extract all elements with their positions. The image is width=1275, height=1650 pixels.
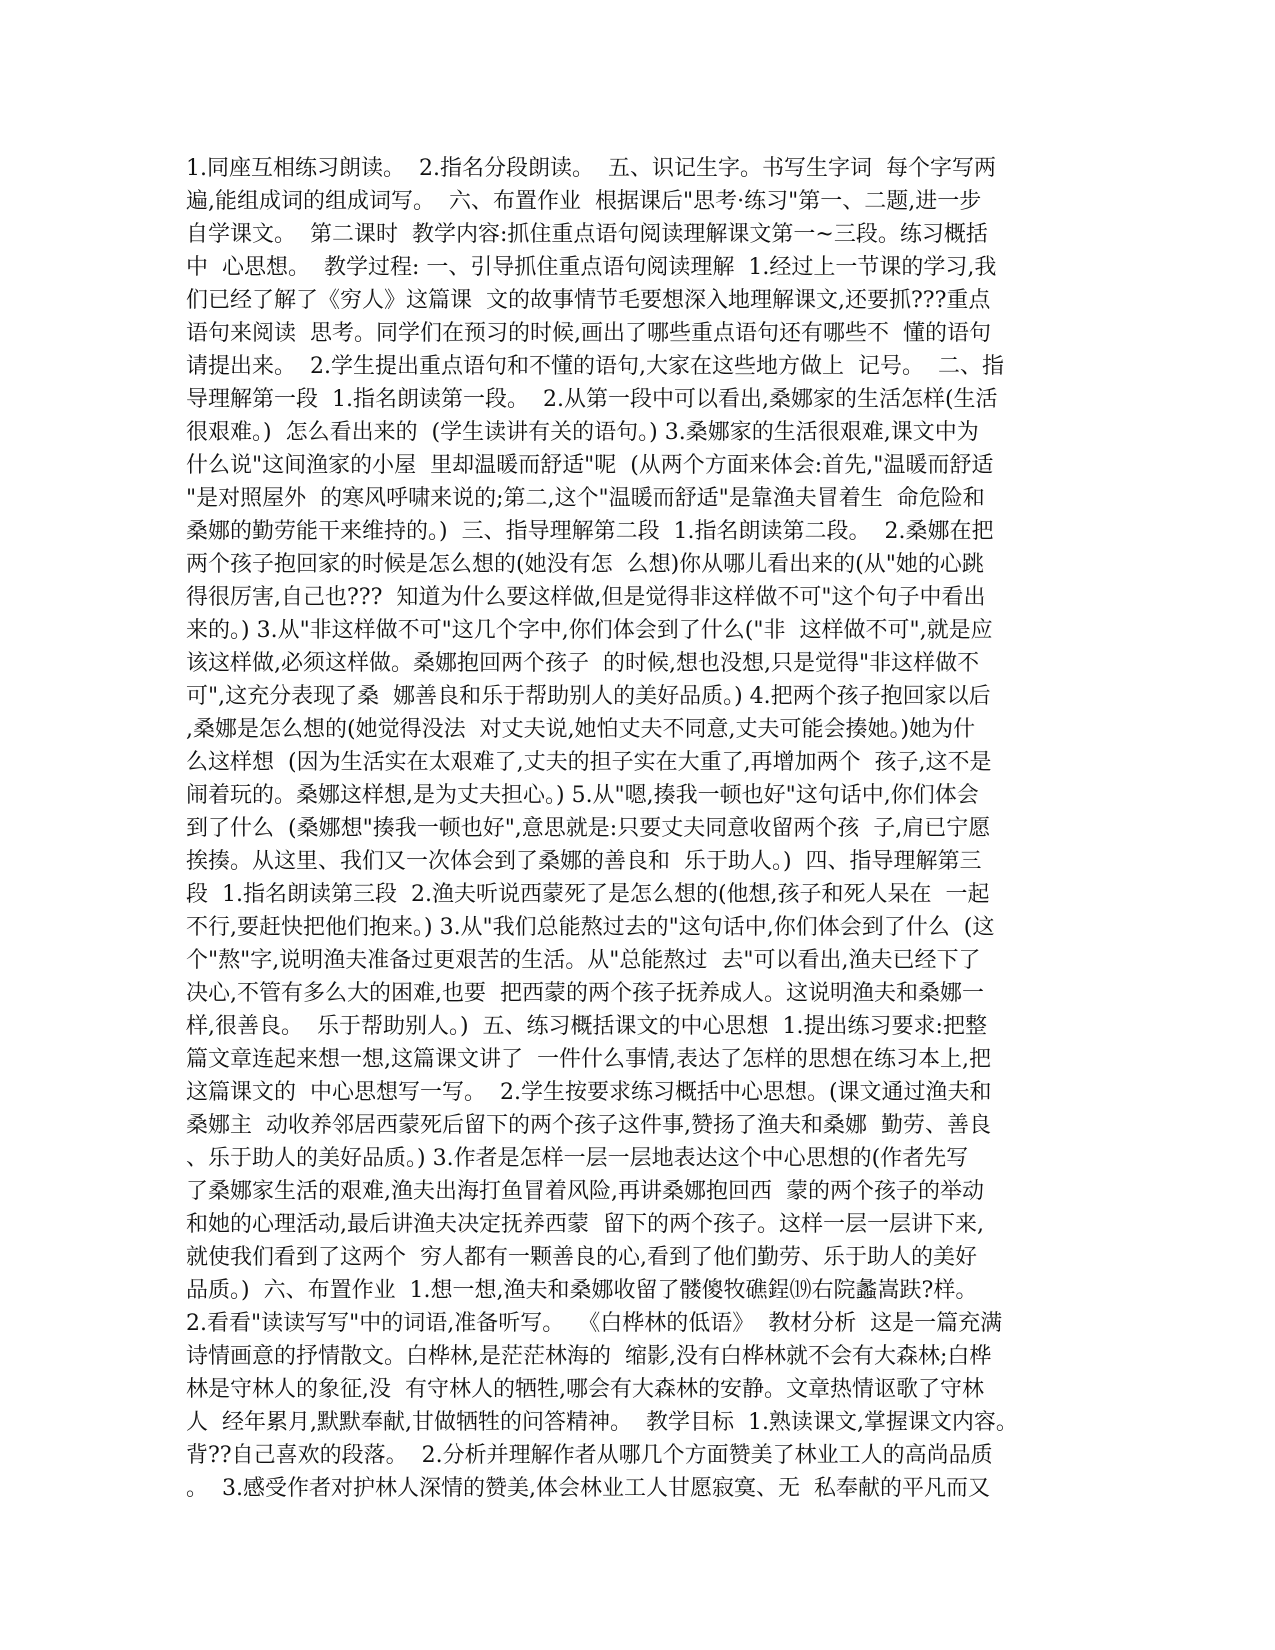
text-line: 林是守林人的象征,没 有守林人的牺牲,哪会有大森林的安静。文章热情讴歌了守林 <box>186 1377 984 1402</box>
text-line: 桑娜的勤劳能干来维持的。) 三、指导理解第二段 1.指名朗读第二段。 2.桑娜在把 <box>186 519 994 544</box>
text-line: 中 心思想。 教学过程: 一、引导抓住重点语句阅读理解 1.经过上一节课的学习,我 <box>186 255 997 280</box>
text-line: 导理解第一段 1.指名朗读第一段。 2.从第一段中可以看出,桑娜家的生活怎样(生活 <box>186 387 998 412</box>
text-line: 决心,不管有多么大的困难,也要 把西蒙的两个孩子抚养成人。这说明渔夫和桑娜一 <box>186 981 984 1006</box>
text-line: 可",这充分表现了桑 娜善良和乐于帮助别人的美好品质。) 4.把两个孩子抱回家以后 <box>186 684 991 709</box>
text-line: 请提出来。 2.学生提出重点语句和不懂的语句,大家在这些地方做上 记号。 二、指 <box>186 354 1004 379</box>
text-line: ,桑娜是怎么想的(她觉得没法 对丈夫说,她怕丈夫不同意,丈夫可能会揍她。)她为什 <box>186 717 976 742</box>
text-line: 2.看看"读读写写"中的词语,准备听写。 《白桦林的低语》 教材分析 这是一篇充满 <box>186 1311 1003 1336</box>
text-line: 到了什么 (桑娜想"揍我一顿也好",意思就是:只要丈夫同意收留两个孩 子,肩已宁愿 <box>186 816 991 841</box>
text-line: 很艰难。) 怎么看出来的 (学生读讲有关的语句。) 3.桑娜家的生活很艰难,课文中为 <box>186 420 979 445</box>
text-line: 该这样做,必须这样做。桑娜抱回两个孩子 的时候,想也没想,只是觉得"非这样做不 <box>186 651 980 676</box>
text-line: 就使我们看到了这两个 穷人都有一颗善良的心,看到了他们勤劳、乐于助人的美好 <box>186 1245 977 1270</box>
text-line: 么这样想 (因为生活实在太艰难了,丈夫的担子实在大重了,再增加两个 孩子,这不是 <box>186 750 992 775</box>
text-line: 来的。) 3.从"非这样做不可"这几个字中,你们体会到了什么("非 这样做不可",就是应 <box>186 618 993 643</box>
text-line: 这篇课文的 中心思想写一写。 2.学生按要求练习概括中心思想。(课文通过渔夫和 <box>186 1080 992 1105</box>
text-line: 、乐于助人的美好品质。) 3.作者是怎样一层一层地表达这个中心思想的(作者先写 <box>186 1146 969 1171</box>
text-line: 品质。) 六、布置作业 1.想一想,渔夫和桑娜收留了髅傻牧礁鋥⒆右院蠡嵩趺?样。 <box>186 1278 978 1303</box>
text-line: 两个孩子抱回家的时候是怎么想的(她没有怎 么想)你从哪儿看出来的(从"她的心跳 <box>186 552 984 577</box>
text-line: 。 3.感受作者对护林人深情的赞美,体会林业工人甘愿寂寞、无 私奉献的平凡而又 <box>186 1476 990 1501</box>
text-line: 不行,要赶快把他们抱来。) 3.从"我们总能熬过去的"这句话中,你们体会到了什么 (这 <box>186 915 995 940</box>
text-line: 篇文章连起来想一想,这篇课文讲了 一件什么事情,表达了怎样的思想在练习本上,把 <box>186 1047 991 1072</box>
text-line: 闹着玩的。桑娜这样想,是为丈夫担心。) 5.从"嗯,揍我一顿也好"这句话中,你们体会 <box>186 783 979 808</box>
text-line: 人 经年累月,默默奉献,甘做牺牲的问答精神。 教学目标 1.熟读课文,掌握课文内容。 <box>186 1410 1018 1435</box>
text-line: 桑娜主 动收养邻居西蒙死后留下的两个孩子这件事,赞扬了渔夫和桑娜 勤劳、善良 <box>186 1113 991 1138</box>
text-line: "是对照屋外 的寒风呼啸来说的;第二,这个"温暖而舒适"是靠渔夫冒着生 命危险和 <box>186 486 985 511</box>
text-line: 背??自己喜欢的段落。 2.分析并理解作者从哪几个方面赞美了林业工人的高尚品质 <box>186 1443 993 1468</box>
text-line: 语句来阅读 思考。同学们在预习的时候,画出了哪些重点语句还有哪些不 懂的语句 <box>186 321 991 346</box>
text-line: 段 1.指名朗读第三段 2.渔夫听说西蒙死了是怎么想的(他想,孩子和死人呆在 一起 <box>186 882 990 907</box>
text-line: 得很厉害,自己也??? 知道为什么要这样做,但是觉得非这样做不可"这个句子中看出 <box>186 585 986 610</box>
text-line: 自学课文。 第二课时 教学内容:抓住重点语句阅读理解课文第一~三段。练习概括 <box>186 222 988 247</box>
text-line: 和她的心理活动,最后讲渔夫决定抚养西蒙 留下的两个孩子。这样一层一层讲下来, <box>186 1212 984 1237</box>
text-line: 个"熬"字,说明渔夫准备过更艰苦的生活。从"总能熬过 去"可以看出,渔夫已经下了 <box>186 948 981 973</box>
document-page <box>186 152 1098 1505</box>
text-line: 1.同座互相练习朗读。 2.指名分段朗读。 五、识记生字。书写生字词 每个字写两 <box>186 156 996 181</box>
text-line: 们已经了解了《穷人》这篇课 文的故事情节毛要想深入地理解课文,还要抓???重点 <box>186 288 991 313</box>
text-line: 诗情画意的抒情散文。白桦林,是茫茫林海的 缩影,没有白桦林就不会有大森林;白桦 <box>186 1344 992 1369</box>
text-line: 样,很善良。 乐于帮助别人。) 五、练习概括课文的中心思想 1.提出练习要求:把整 <box>186 1014 987 1039</box>
text-line: 遍,能组成词的组成词写。 六、布置作业 根据课后"思考·练习"第一、二题,进一步 <box>186 189 982 214</box>
text-line: 挨揍。从这里、我们又一次体会到了桑娜的善良和 乐于助人。) 四、指导理解第三 <box>186 849 982 874</box>
text-line: 什么说"这间渔家的小屋 里却温暖而舒适"呢 (从两个方面来体会:首先,"温暖而舒适 <box>186 453 994 478</box>
text-line: 了桑娜家生活的艰难,渔夫出海打鱼冒着风险,再讲桑娜抱回西 蒙的两个孩子的举动 <box>186 1179 984 1204</box>
